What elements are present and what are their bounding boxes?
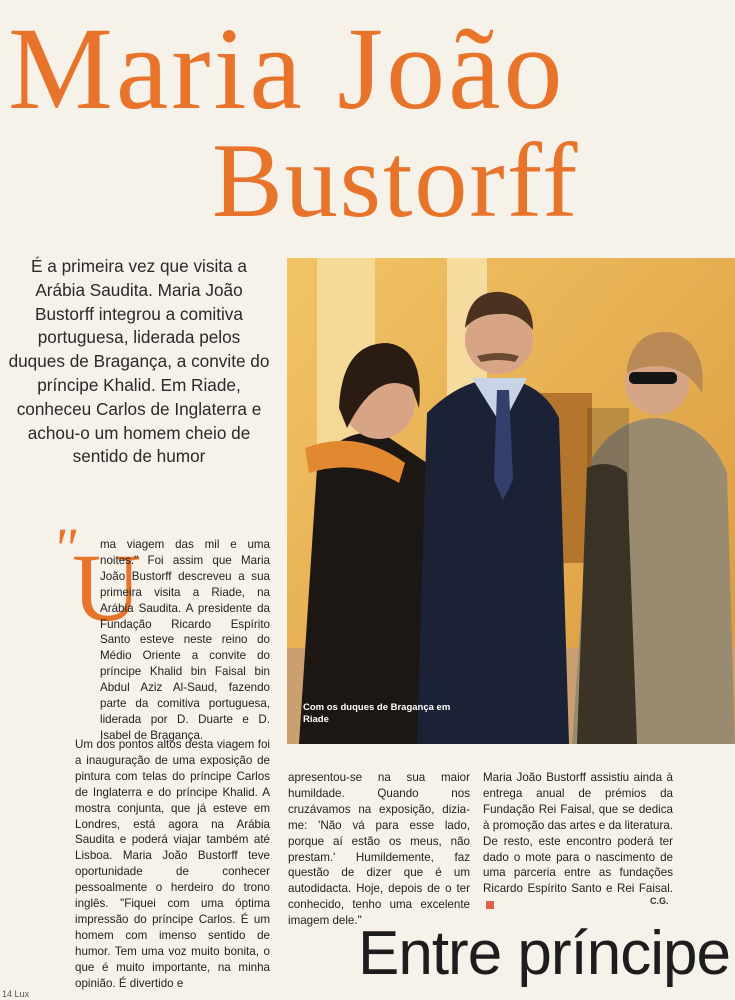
body-column-1: Um dos pontos altos desta viagem foi a inauguração de uma exposição de pintura com telas do príncipe Carlos de Inglaterra e do príncipe Khalid. A mostra conjunta, que já esteve em Londres, está agora na Arábia Saudita e poderá viajar também até Lisboa. Maria João Bustorff teve oportunidade de conhecer pessoalmente o herdeiro do trono inglês. "Fiquei com uma óptima impressão do príncipe Carlos. É um homem com imenso sentido de humor. Tem uma voz muito bonita, o que é muito importante, na minha opinião. É divertido e: [75, 738, 270, 990]
body-column-3-text: Maria João Bustorff assistiu ainda à entrega anual de prémios da Fundação Rei Faisal, que se dedica à promoção das artes e da literatura. De resto, este encontro poderá ter dado o mote para o nascimento de uma parceria entre as fundações Ricardo Espírito Santo e Rei Faisal.: [483, 771, 673, 896]
body-column-3: [483, 770, 673, 913]
title-line-1: Maria João: [8, 3, 566, 134]
photo-illustration: [287, 258, 735, 744]
lead-paragraph: É a primeira vez que visita a Arábia Saudita. Maria João Bustorff integrou a comitiva portuguesa, liderada pelos duques de Bragança, a convite do príncipe Khalid. Em Riade, conheceu Carlos de Inglaterra e achou-o um homem cheio de sentido de humor: [8, 256, 270, 467]
body-column-2: apresentou-se na sua maior humildade. Quando nos cruzávamos na exposição, dizia-me: 'Não vá para esse lado, porque aí estão os meus, não prestam.' Humildemente, faz questão de dizer que é um autodidacta. Hoje, depois de o ter conhecido, tenho uma excelente imagem dele.": [288, 771, 470, 928]
square-end-mark-icon: [486, 901, 494, 909]
body-column-1-intro: ma viagem das mil e uma noites." Foi assim que Maria João Bustorff descreveu a sua primeira visita a Riade, na Arábia Saudita. A presidente da Fundação Ricardo Espírito Santo esteve neste reino do Médio Oriente a convite do príncipe Khalid bin Faisal bin Abdul Aziz Al-Saud, fazendo parte da comitiva portuguesa, liderada por D. Duarte e D. Isabel de Bragança.: [100, 538, 270, 742]
drop-cap-letter: U: [72, 534, 142, 641]
title-line-2: Bustorff: [212, 122, 580, 239]
photo-caption: Com os duques de Bragança em Riade: [303, 702, 451, 725]
photo: [287, 258, 735, 744]
author-signature: C.G.: [650, 896, 669, 906]
drop-cap-quote: ": [52, 516, 77, 581]
page-folio: 14 Lux: [2, 989, 30, 999]
next-article-headline: Entre príncipe: [358, 919, 730, 988]
